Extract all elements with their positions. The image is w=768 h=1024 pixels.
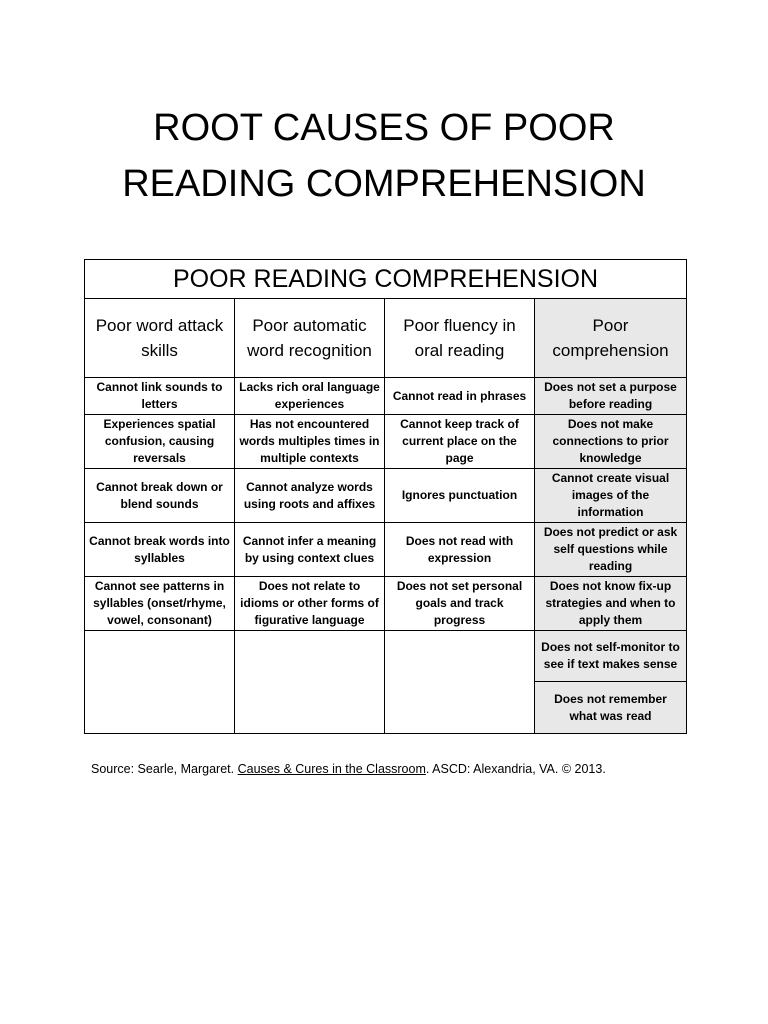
table-cell: Cannot read in phrases xyxy=(385,378,535,415)
table-cell: Cannot create visual images of the information xyxy=(535,469,687,523)
table-cell: Does not predict or ask self questions while reading xyxy=(535,523,687,577)
column-header-fluency: Poor fluency in oral reading xyxy=(385,299,535,378)
source-book-title: Causes & Cures in the Classroom xyxy=(237,762,426,776)
root-causes-table xyxy=(84,259,687,734)
empty-cell xyxy=(85,631,235,734)
table-cell: Cannot link sounds to letters xyxy=(85,378,235,415)
source-prefix: Source: Searle, Margaret. xyxy=(91,762,238,776)
column-header-comprehension: Poor comprehension xyxy=(535,299,687,378)
table-cell: Cannot see patterns in syllables (onset/rhyme, vowel, consonant) xyxy=(85,577,235,631)
table-cell: Cannot analyze words using roots and affixes xyxy=(235,469,385,523)
table-cell: Cannot keep track of current place on the page xyxy=(385,415,535,469)
table-main-header: POOR READING COMPREHENSION xyxy=(85,260,687,299)
table-cell: Cannot break words into syllables xyxy=(85,523,235,577)
table-row xyxy=(85,631,687,682)
empty-cell xyxy=(235,631,385,734)
table-row xyxy=(85,577,687,631)
source-suffix: . ASCD: Alexandria, VA. © 2013. xyxy=(425,762,606,776)
table-cell: Does not remember what was read xyxy=(535,682,687,734)
table-row xyxy=(85,415,687,469)
column-header-word-attack: Poor word attack skills xyxy=(85,299,235,378)
table-cell: Does not set a purpose before reading xyxy=(535,378,687,415)
table-cell: Does not self-monitor to see if text makes sense xyxy=(535,631,687,682)
table-row xyxy=(85,378,687,415)
table-cell: Does not know fix-up strategies and when to apply them xyxy=(535,577,687,631)
empty-cell xyxy=(385,631,535,734)
page-title xyxy=(0,100,768,212)
table-cell: Ignores punctuation xyxy=(385,469,535,523)
table-cell: Cannot infer a meaning by using context clues xyxy=(235,523,385,577)
column-header-word-recognition: Poor automatic word recognition xyxy=(235,299,385,378)
table-cell: Does not set personal goals and track progress xyxy=(385,577,535,631)
table-cell: Does not read with expression xyxy=(385,523,535,577)
table-cell: Cannot break down or blend sounds xyxy=(85,469,235,523)
table-cell: Does not relate to idioms or other forms of figurative language xyxy=(235,577,385,631)
title-line-1: ROOT CAUSES OF POOR xyxy=(153,107,615,149)
table-row xyxy=(85,469,687,523)
table-title-row xyxy=(85,260,687,299)
table-row xyxy=(85,523,687,577)
table-cell: Does not make connections to prior knowledge xyxy=(535,415,687,469)
table-cell: Has not encountered words multiples times in multiple contexts xyxy=(235,415,385,469)
title-line-2: READING COMPREHENSION xyxy=(122,163,646,205)
table-cell: Lacks rich oral language experiences xyxy=(235,378,385,415)
source-citation xyxy=(91,762,606,776)
column-header-row xyxy=(85,299,687,378)
table-cell: Experiences spatial confusion, causing reversals xyxy=(85,415,235,469)
